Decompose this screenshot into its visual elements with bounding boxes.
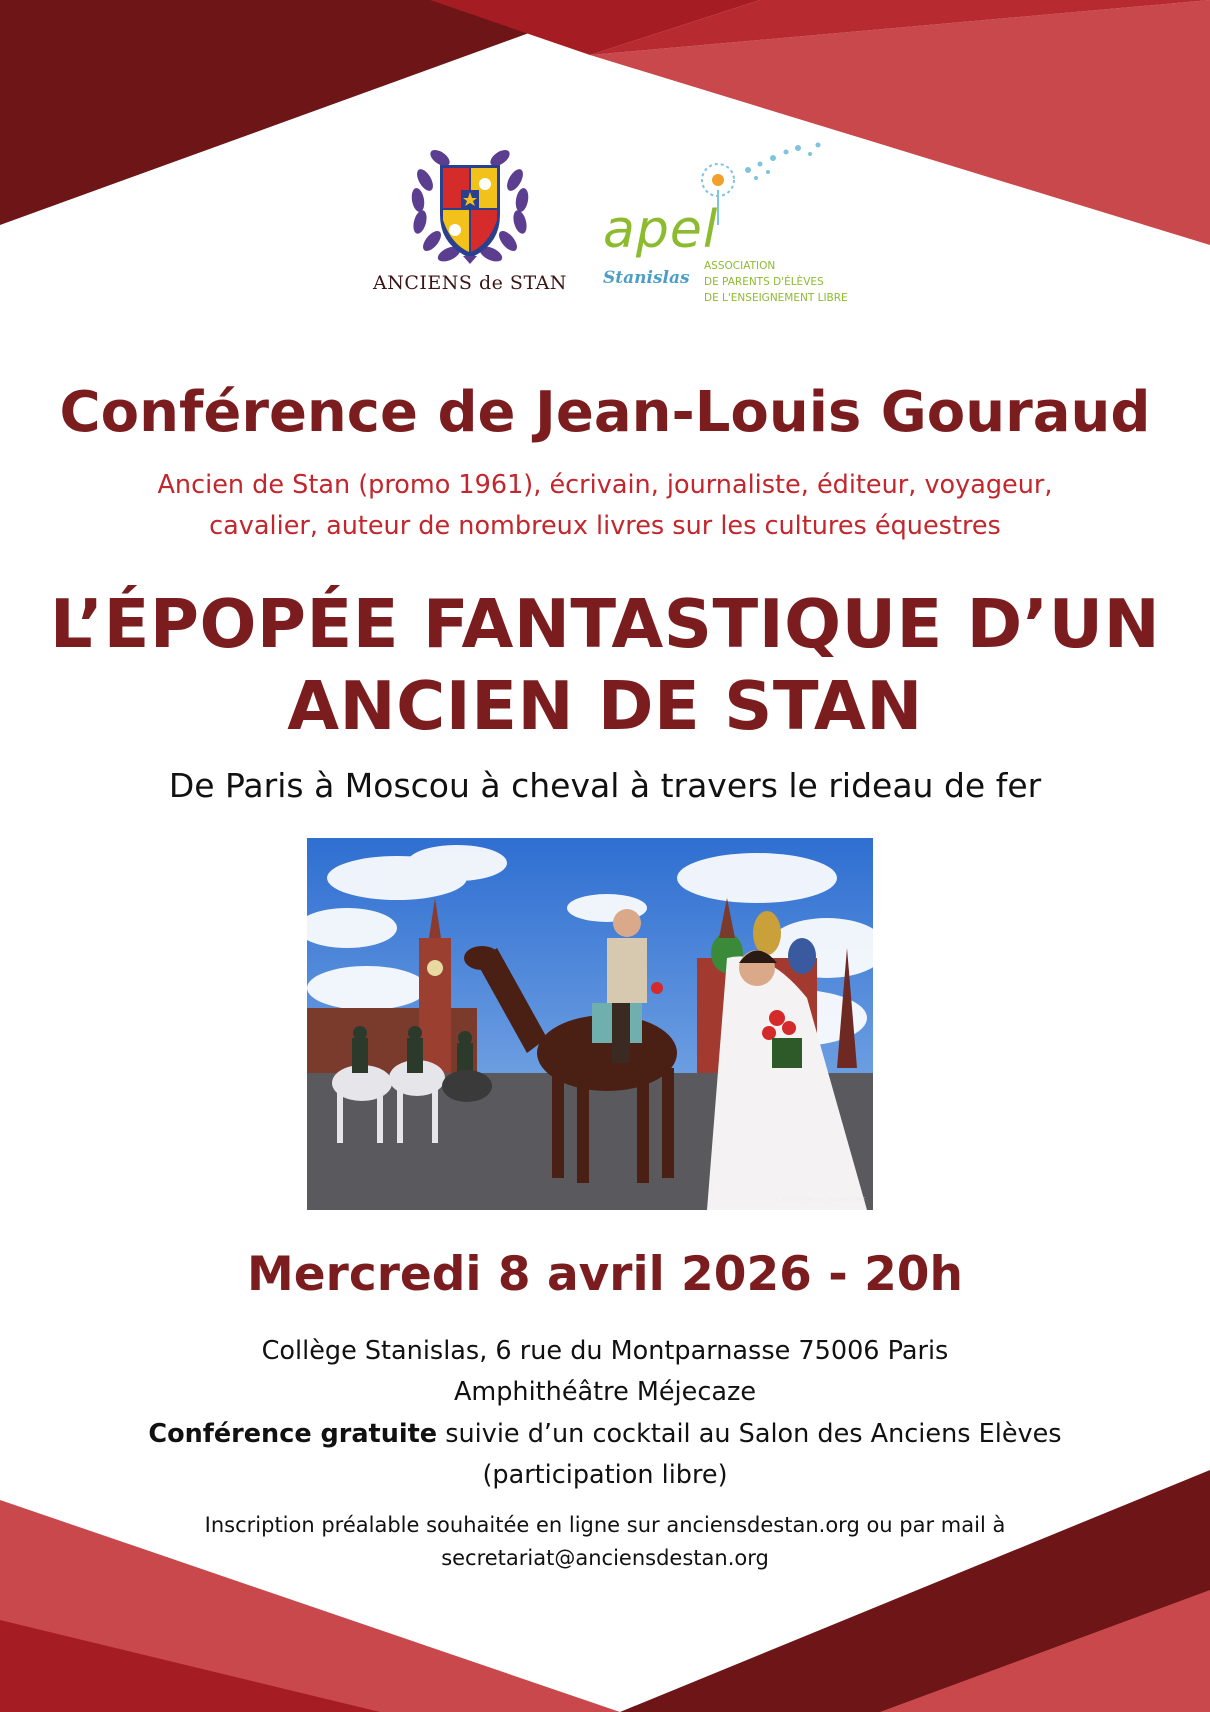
apel-assoc-line: DE PARENTS D'ÉLÈVES bbox=[704, 276, 824, 288]
photo-credit: © BLOG CHEVAL D'AVENTURE bbox=[774, 1197, 865, 1204]
event-date: Mercredi 8 avril 2026 - 20h bbox=[247, 1247, 963, 1302]
apel-assoc-line: DE L'ENSEIGNEMENT LIBRE bbox=[704, 292, 848, 304]
apel-stanislas-logo bbox=[598, 140, 858, 315]
apel-stanislas-label: Stanislas bbox=[603, 268, 690, 288]
free-entry-line bbox=[0, 1414, 1210, 1455]
registration-info bbox=[0, 1509, 1210, 1575]
apel-association-text bbox=[704, 258, 848, 306]
main-title-line: ANCIEN DE STAN bbox=[287, 667, 923, 745]
speaker-bio bbox=[0, 465, 1210, 547]
free-entry-rest: suivie d’un cocktail au Salon des Anciens Elèves bbox=[437, 1419, 1062, 1449]
venue-address: Collège Stanislas, 6 rue du Montparnasse 75006 Paris bbox=[261, 1336, 949, 1366]
laurel-crest-icon bbox=[405, 140, 535, 270]
registration-line: Inscription préalable souhaitée en ligne sur anciensdestan.org ou par mail à bbox=[204, 1513, 1006, 1537]
main-title bbox=[0, 583, 1210, 747]
event-photo bbox=[307, 838, 873, 1210]
anciens-de-stan-label: ANCIENS de STAN bbox=[373, 272, 567, 294]
subtitle: De Paris à Moscou à cheval à travers le rideau de fer bbox=[168, 766, 1042, 805]
bio-line: cavalier, auteur de nombreux livres sur les cultures équestres bbox=[209, 511, 1001, 541]
free-entry-bold: Conférence gratuite bbox=[148, 1419, 438, 1449]
venue bbox=[0, 1331, 1210, 1413]
venue-room: Amphithéâtre Méjecaze bbox=[453, 1377, 757, 1407]
apel-wordmark: apel bbox=[603, 200, 719, 260]
apel-assoc-line: ASSOCIATION bbox=[704, 260, 776, 272]
dandelion-icon bbox=[698, 140, 858, 230]
free-entry-info bbox=[0, 1414, 1210, 1496]
main-title-line: L’ÉPOPÉE FANTASTIQUE D’UN bbox=[49, 585, 1161, 663]
conference-heading: Conférence de Jean-Louis Gouraud bbox=[59, 380, 1151, 445]
registration-email: secretariat@anciensdestan.org bbox=[441, 1546, 769, 1570]
participation-note: (participation libre) bbox=[482, 1460, 728, 1490]
bio-line: Ancien de Stan (promo 1961), écrivain, journaliste, éditeur, voyageur, bbox=[157, 470, 1053, 500]
anciens-de-stan-logo bbox=[355, 140, 585, 315]
